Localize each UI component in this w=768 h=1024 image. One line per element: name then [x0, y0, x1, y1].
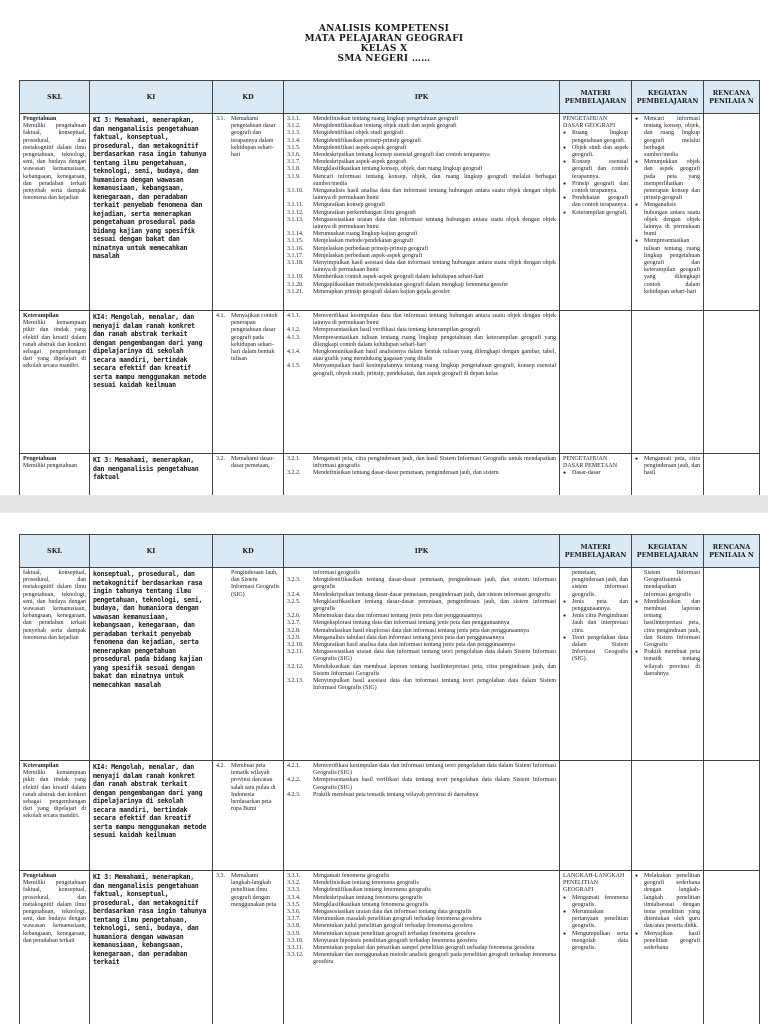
- ipk-item: [287, 130, 556, 137]
- kegiatan-cell: [632, 761, 704, 871]
- ipk-item: [287, 313, 556, 327]
- list-item: Sistem Informasi Geografisuntuk mendapatkan informasi geografis: [644, 570, 700, 598]
- ipk-item: [287, 923, 556, 930]
- ki-cell: [90, 311, 213, 454]
- ipk-text: informasi geografis: [313, 570, 360, 576]
- kegiatan-cell: [632, 871, 704, 1024]
- kd-number: 3.1.: [216, 116, 225, 122]
- kd-text: Membuat peta tematik wilayah provinsi dan/atau salah satu pulau di Indonesia berdasarkan peta rupa Bumi: [231, 763, 276, 813]
- list-item: ● Melakukan penelitian geografi sederhana dengan langkah-langkah penelitian ilmiahsesuai dengan tema penelitian yang ditentukan oleh guru dan/atau peserta didik.: [635, 873, 700, 931]
- ipk-number: 3.2.5.: [287, 598, 301, 605]
- ipk-number: [287, 570, 313, 577]
- list-item: ● Jenis peta dan penggunaannya.: [563, 599, 628, 613]
- rencana-cell: [704, 454, 760, 496]
- materi-title: PENGETAHUAN DASAR GEOGRAFI: [563, 116, 616, 130]
- skl-text: Memiliki pengetahuan: [23, 463, 78, 470]
- ipk-cell: [284, 871, 560, 1024]
- header-kegiatan: KEGIATAN PEMBELAJARAN: [632, 81, 704, 114]
- ipk-number: 3.3.10.: [287, 937, 304, 944]
- ipk-number: 3.1.15.: [287, 238, 304, 245]
- ipk-number: 3.1.14.: [287, 231, 304, 238]
- ipk-cell: [284, 761, 560, 871]
- ipk-cell: [284, 114, 560, 311]
- table-row: [20, 114, 760, 311]
- list-item: ● Mengamati peta, citra penginderaan jauh, dan hasil: [635, 456, 700, 478]
- ki-code: KI 3:: [93, 116, 112, 124]
- list-item: ● Mencari informasi tentang konsep, objek, dan ruang lingkup geografi melalui berbagai sumber/media: [635, 116, 700, 159]
- ipk-text: Menyimpulkan hasil asosiasi data dan informasi tentang hubungan antara suatu objek dengan objek lainnya di permukaan bumi: [313, 260, 556, 274]
- skl-cell: [20, 761, 90, 871]
- skl-text: Memiliki pengetahuan faktual, konseptual, prosedural, dan metakognitif dalam ilmu pengetahuan, teknologi, seni, dan budaya dengan wawasan kemanusiaan, kebangsaan, kenegaraan, dan peradaban terkait penyebab serta dampak fenomena dan kejadian: [23, 123, 86, 202]
- header-skl: SKL: [20, 81, 90, 114]
- ki-text: Memahami, menerapkan, dan menganalisis pengetahuan faktual: [93, 456, 199, 481]
- ipk-item: [287, 887, 556, 894]
- ipk-item: [287, 274, 556, 281]
- ipk-item: [287, 217, 556, 231]
- ipk-text: Mentabulasikan hasil eksplorasi data dan informasi tentang jenis peta dan penggunaannya: [313, 627, 529, 634]
- kd-text: Memahami pengetahuan dasar geografi dan terapannya dalam kehidupan sehari-hari: [231, 116, 276, 159]
- ipk-number: 3.3.12.: [287, 952, 304, 959]
- kd-cell: [213, 761, 284, 871]
- ipk-number: 4.2.2.: [287, 777, 301, 784]
- table-row: [20, 761, 760, 871]
- ipk-number: 3.1.1.: [287, 116, 301, 122]
- ki-text: Mengolah, menalar, dan menyaji dalam ranah konkret dan ranah abstrak terkait dengan pengembangan dari yang dipelajarinya di sekolah secara mandiri, bertindak secara efektif dan kreatif serta mampu menggunakan metode sesuai kaidah keilmuan: [93, 313, 207, 389]
- kegiatan-list: [635, 456, 700, 478]
- kegiatan-list: [635, 873, 700, 952]
- title-line-4: SMA NEGERI ……: [337, 54, 431, 64]
- ipk-number: 4.1.3.: [287, 334, 301, 341]
- ipk-number: 3.1.4.: [287, 137, 301, 144]
- ipk-number: 3.3.9.: [287, 930, 301, 937]
- table-header-row: [20, 81, 760, 114]
- kegiatan-list: [635, 570, 700, 678]
- table-row: [20, 454, 760, 496]
- ipk-number: 3.3.1.: [287, 873, 301, 879]
- ipk-text: Mengklasifikasikan tentang konsep, objek, dan ruang lingkup geografi: [313, 166, 483, 173]
- materi-cell: [560, 454, 632, 496]
- ipk-number: 3.2.10.: [287, 642, 304, 649]
- ipk-number: 3.2.2.: [287, 470, 301, 477]
- ipk-item: [287, 145, 556, 152]
- ipk-item: [287, 777, 556, 791]
- list-item: ● Pendekatan geografi dan contoh terapannya.: [563, 195, 628, 209]
- header-ki: KI: [90, 81, 213, 114]
- ipk-text: Menjelaskan perbedaan prinsip-prinsip geografi: [313, 245, 429, 252]
- materi-list: [563, 570, 628, 664]
- ipk-cell: [284, 568, 560, 761]
- ipk-text: Merumuskan ruang lingkup kajian geografi: [313, 231, 418, 238]
- ipk-number: 3.3.5.: [287, 901, 301, 908]
- ipk-number: 3.2.11.: [287, 649, 304, 656]
- ipk-text: Mengklasifikasikan tentang fenomena geografis: [313, 901, 429, 908]
- ipk-number: 3.3.6.: [287, 909, 301, 916]
- ipk-number: 3.3.2.: [287, 880, 301, 887]
- ipk-number: 3.2.13.: [287, 678, 304, 685]
- document-page-1: [0, 0, 768, 495]
- list-item: ● Merumuskan pertanyaan penelitian geografis.: [563, 909, 628, 931]
- ipk-number: 3.3.7.: [287, 916, 301, 923]
- title-line-2: MATA PELAJARAN GEOGRAFI: [304, 34, 464, 44]
- list-item: ● Konsep esensial geografi dan contoh terapannya.: [563, 159, 628, 181]
- ipk-text: Memverifikasi kesimpulan data dan informasi tentang hubungan antara suatu objek dengan objek lainnya di permukaan bumi: [313, 313, 556, 327]
- kd-text: Penginderaan Jauh, dan Sistem Informasi Geografis (SIG): [231, 570, 280, 598]
- ipk-text: Mendeskripsikan tentang dasar-dasar pemetaan, penginderaan jauh, dan sistem informasi geografis: [313, 591, 551, 598]
- kd-text: Memahami dasar-dasar pemetaan,: [231, 456, 275, 470]
- ipk-number: 3.1.21.: [287, 288, 304, 295]
- ipk-number: 3.1.19.: [287, 274, 304, 281]
- ipk-text: Menguraikan hasil analisa data dan informasi tentang jenis peta dan penggunaannya: [313, 642, 515, 649]
- ipk-item: [287, 577, 556, 591]
- kd-cell: [213, 568, 284, 761]
- ipk-number: 3.1.17.: [287, 252, 304, 259]
- ipk-text: Mempresentasikan tulisan tentang ruang lingkup pengetahuan dan keterampilan geografi yang dilengkapi contoh dalam kehidupan sehari-hari: [313, 334, 556, 348]
- ipk-text: Mengasosiasikan uraian data dan informasi tentang data geografis: [313, 909, 472, 916]
- ipk-number: 3.1.16.: [287, 245, 304, 252]
- ipk-text: Memberikan contoh aspek-aspek geografi dalam kehidupan sehari-hari: [313, 274, 484, 281]
- ipk-item: [287, 282, 556, 289]
- materi-list: [563, 130, 628, 216]
- ki-text: konseptual, prosedural, dan metakognitif berdasarkan rasa ingin tahunya tentang ilmu pengetahuan, teknologi, seni, budaya, dan humaniora dengan wawasan kemanusiaan, kebangsaan, kenegaraan, dan peradaban terkait penyebab fenomena dan kejadian, serta menerapkan pengetahuan prosedural pada bidang kajian yang spesifik sesuai dengan bakat dan minatnya untuk memecahkan masalah: [93, 570, 203, 689]
- rencana-cell: [704, 114, 760, 311]
- ipk-item: [287, 931, 556, 938]
- kegiatan-list: [635, 116, 700, 296]
- ipk-text: Mengasosiasikan uraian data dan informasi tentang teori pengolahan data dalam Sistem Informasi Geografis (SIG): [313, 649, 556, 663]
- skl-text: Memiliki pengetahuan faktual, konseptual, prosedural, dan metakognitif dalam ilmu pengetahuan, teknologi, seni, dan budaya dengan wawasan kemanusiaan, kebangsaan, kenegaraan, dan peradaban terkait: [23, 880, 86, 944]
- list-item: ● Menunjukkan objek dan aspek geografi pada peta yang memperlihatkan penerapan konsep dan prinsip geografi: [635, 159, 700, 202]
- ipk-number: 3.2.6.: [287, 613, 301, 620]
- ipk-text: Mengamati fenomena geografis: [313, 873, 390, 879]
- document-title: [0, 24, 768, 64]
- ki-code: KI 3:: [93, 873, 112, 881]
- header-skl: SKL: [20, 535, 90, 568]
- ipk-text: Mencari informasi tentang konsep, objek, dan ruang lingkup geografi melalui berbagai sumber/media: [313, 173, 556, 187]
- list-item: pemetaan, penginderaan jauh, dan sistem informasi geografis.: [572, 570, 628, 598]
- kd-cell: [213, 114, 284, 311]
- header-rencana: RENCANA PENILAIA N: [704, 81, 760, 114]
- header-rencana: RENCANA PENILAIA N: [704, 535, 760, 568]
- ipk-item: [287, 592, 556, 599]
- ipk-text: Mendefinisikan tentang dasar-dasar pemetaan, penginderaan jauh, dan sistem: [313, 470, 499, 477]
- ipk-item: [287, 210, 556, 217]
- ipk-text: Menguraikan konsep geografi: [313, 202, 385, 209]
- skl-cell: [20, 871, 90, 1024]
- ipk-number: 3.1.9.: [287, 173, 301, 180]
- ipk-number: 3.2.4.: [287, 591, 301, 598]
- table-row: [20, 568, 760, 761]
- ipk-text: Menyimpulkan hasil asosiasi data dan informasi tentang teori pengolahan data dalam Sistem Informasi Geografis (SIG): [313, 678, 556, 692]
- ipk-text: Mengidentifikasi objek studi geografi: [313, 130, 404, 137]
- kd-number: 3.3.: [216, 873, 225, 879]
- rencana-cell: [704, 871, 760, 1024]
- ipk-number: 3.3.4.: [287, 894, 301, 901]
- ipk-text: Menyusun hipotesis penelitian geografi terhadap fenomena geosfera: [313, 937, 477, 944]
- ipk-text: Menentukan tujuan penelitian geografi terhadap fenomena geosfera: [313, 930, 476, 937]
- ipk-cell: [284, 311, 560, 454]
- ipk-text: Menentukan judul penelitian geografi terhadap fenomena geosfera: [313, 923, 473, 930]
- skl-cell: [20, 311, 90, 454]
- skl-text: Memiliki kemampuan pikir dan tindak yang efektif dan kreatif dalam ranah abstrak dan konkret sebagai pengembangan dari yang dipelajari di sekolah secara mandiri.: [23, 770, 86, 820]
- ipk-item: [287, 335, 556, 349]
- ipk-item: [287, 599, 556, 613]
- ipk-item: [287, 253, 556, 260]
- list-item: ● Ruang lingkup pengetahuan geografi.: [563, 130, 628, 144]
- materi-title: LANGKAH-LANGKAH PENELITIAN GEOGRAFI: [563, 873, 625, 894]
- materi-list: [563, 470, 628, 477]
- ipk-item: [287, 763, 556, 777]
- skl-heading: Pengetahuan: [23, 873, 57, 879]
- ipk-item: [287, 792, 556, 799]
- ipk-text: Mengidentifikasikan tentang objek studi dan aspek geografi: [313, 123, 457, 130]
- document-page-2: [0, 513, 768, 1024]
- ipk-text: Mengidentifikasikan tentang fenomena geografis: [313, 887, 431, 894]
- ipk-item: [287, 620, 556, 627]
- ipk-item: [287, 202, 556, 209]
- kd-cell: [213, 871, 284, 1024]
- ipk-number: 3.1.20.: [287, 281, 304, 288]
- ipk-text: Menganalisis tabulasi data dan informasi tentang jenis peta dan penggunaannya: [313, 634, 505, 641]
- ipk-item: [287, 188, 556, 202]
- ki-text: Mengolah, menalar, dan menyaji dalam ranah konkret dan ranah abstrak terkait dengan pengembangan dari yang dipelajarinya di sekolah secara mandiri, bertindak secara efektif dan kreatif serta mampu menggunakan metode sesuai kaidah keilmuan: [93, 763, 207, 839]
- ki-text: Memahami, menerapkan, dan menganalisis pengetahuan faktual, konseptual, prosedural, dan metakognitif berdasarkan rasa ingin tahunya tentang ilmu pengetahuan, teknologi, seni, budaya, dan humaniora dengan wawasan kemanusiaan, kebangsaan, kenegaraan, dan peradaban terkait: [93, 873, 207, 966]
- ipk-text: Mengidentifikasikan tentang dasar-dasar pemetaan, penginderaan jauh, dan sistem informasi geografis: [313, 577, 556, 591]
- materi-cell: [560, 114, 632, 311]
- ki-cell: [90, 761, 213, 871]
- ipk-number: 4.2.3.: [287, 791, 301, 798]
- ipk-number: 3.3.3.: [287, 887, 301, 894]
- ipk-text: Mengaplikasikan metode/pendekatan geografi dalam mengkaji fenomena geosfer: [313, 281, 509, 288]
- ipk-number: 3.2.3.: [287, 577, 301, 584]
- title-line-3: KELAS X: [360, 44, 408, 54]
- ipk-number: 3.1.12.: [287, 209, 304, 216]
- ipk-text: Menerapkan prinsip geografi dalam kajian gejala geosfer: [313, 288, 450, 295]
- materi-list: [563, 895, 628, 953]
- kd-number: 4.1.: [216, 313, 225, 319]
- table-row: [20, 871, 760, 1024]
- ipk-number: 3.2.7.: [287, 620, 301, 627]
- table-row: [20, 311, 760, 454]
- ipk-text: Merumuskan masalah penelitian geografi terhadap fenomena geosfera: [313, 916, 482, 923]
- header-kd: KD: [213, 81, 284, 114]
- ipk-text: Mendeskripsikan tentang konsep esensial geografi dan contoh terapannya: [313, 152, 490, 159]
- ipk-item: [287, 260, 556, 274]
- ipk-number: 4.1.2.: [287, 327, 301, 334]
- ipk-text: Mengasosiasikan uraian data dan informasi tentang hubungan antara suatu objek dengan objek lainnya di permukaan bumi: [313, 216, 556, 231]
- ipk-number: 3.1.8.: [287, 166, 301, 173]
- ipk-text: Menemukan data dan informasi tentang jenis peta dan penggunaannya: [313, 613, 482, 620]
- ipk-number: 3.1.5.: [287, 144, 301, 151]
- list-item: ● Menganalisis hubungan antara suatu objek dengan objek lainnya di permukaan bumi: [635, 202, 700, 238]
- ipk-item: [287, 138, 556, 145]
- ipk-cell: [284, 454, 560, 496]
- kd-cell: [213, 311, 284, 454]
- kd-text: Memahami langkah-langkah penelitian ilmu geografi dengan menggunakan peta: [231, 873, 277, 908]
- ipk-text: Mengeksplorasi tentang data dan informasi tentang jenis peta dan penggunaannya: [313, 620, 510, 627]
- ipk-item: [287, 166, 556, 173]
- ki-cell: [90, 568, 213, 761]
- rencana-cell: [704, 761, 760, 871]
- ipk-number: 3.2.1.: [287, 456, 301, 462]
- ipk-text: Menyampaikan hasil kesimpulannya tentang ruang lingkup pengetahuan geografi, konsep esensial geografi, obyek studi, prinsip, pendekatan, dan aspek geografi di depan kelas: [313, 363, 556, 377]
- header-kegiatan: KEGIATAN PEMBELAJARAN: [632, 535, 704, 568]
- ki-cell: [90, 871, 213, 1024]
- ipk-item: [287, 349, 556, 363]
- rencana-cell: [704, 311, 760, 454]
- ipk-number: 3.2.12.: [287, 663, 304, 670]
- kd-number: 3.2.: [216, 456, 225, 462]
- kd-text: Menyajikan contoh penerapan pengetahuan dasar geografi pada kehidupan sehari-hari dalam bentuk tulisan: [231, 313, 278, 363]
- ipk-number: 3.3.11.: [287, 945, 304, 952]
- kegiatan-cell: [632, 311, 704, 454]
- table-header-row: [20, 535, 760, 568]
- competency-table: [19, 534, 760, 1024]
- ipk-item: [287, 628, 556, 635]
- list-item: ● Keterampilan geografi.: [563, 210, 628, 217]
- ipk-item: [287, 246, 556, 253]
- ki-text: Memahami, menerapkan, dan menganalisis pengetahuan faktual, konseptual, prosedural, dan metakognitif berdasarkan rasa ingin tahunya tentang ilmu pengetahuan, teknologi, seni, budaya, dan humaniora dengan wawasan kemanusiaan, kebangsaan, kenegaraan, dan peradaban terkait penyebab fenomena dan kejadian, serta menerapkan pengetahuan prosedural pada bidang kajian yang spesifik sesuai dengan bakat dan minatnya untuk memecahkan masalah: [93, 116, 207, 260]
- header-materi: MATERI PEMBELAJARAN: [560, 535, 632, 568]
- ki-cell: [90, 114, 213, 311]
- ipk-item: [287, 952, 556, 966]
- ipk-number: 4.1.4.: [287, 349, 301, 356]
- ipk-number: 3.1.2.: [287, 123, 301, 130]
- ipk-text: Menjelaskan perbedaan aspek-aspek geografi: [313, 252, 423, 259]
- ipk-item: [287, 895, 556, 902]
- ipk-item: [287, 327, 556, 334]
- ipk-text: Mempresentasikan hasil verifikasi data tentang keterampilan geografi: [313, 327, 481, 334]
- ipk-number: 3.1.7.: [287, 159, 301, 166]
- kegiatan-cell: [632, 568, 704, 761]
- ipk-item: [287, 289, 556, 296]
- kegiatan-cell: [632, 454, 704, 496]
- ipk-text: Mengamati peta, citra penginderaan jauh, dan hasil Sistem Informasi Geografis untuk mendapatkan informasi geografis: [313, 456, 556, 470]
- ipk-text: Mendefinisikan tentang ruang lingkup pengetahuan geografi: [313, 116, 459, 122]
- materi-cell: [560, 761, 632, 871]
- ipk-number: 3.1.13.: [287, 216, 304, 223]
- header-ki: KI: [90, 535, 213, 568]
- title-line-1: ANALISIS KOMPETENSI: [318, 24, 450, 34]
- ipk-number: 3.1.6.: [287, 152, 301, 159]
- ipk-text: Mempresentasikan hasil verifikasi data tentang teori pengolahan data dalam Sistem Informasi Geografis (SIG): [313, 777, 556, 791]
- list-item: ● Praktik membuat peta tematik tentang wilayah provinsi di daerahnya: [635, 649, 700, 678]
- ipk-text: Praktik membuat peta tematik tentang wilayah provinsi di daerahnya: [313, 791, 479, 798]
- ipk-text: Mengkomunikasikan hasil analisisnya dalam bentuk tulisan yang dilengkapi dengan gambar, tabel, atau grafik yang mendukung gagasan yang ditulis: [313, 349, 556, 363]
- list-item: ● Mengamati fenomena geografis.: [563, 895, 628, 909]
- ipk-text: Menguraikan perkembangan ilmu geografi: [313, 209, 416, 216]
- skl-heading: Keterampilan: [23, 763, 59, 769]
- ipk-number: 3.1.18.: [287, 260, 304, 267]
- ipk-item: [287, 664, 556, 678]
- skl-heading: Pengetahuan: [23, 116, 57, 122]
- kd-number: 4.2.: [216, 763, 225, 769]
- ipk-number: 4.2.1.: [287, 763, 301, 769]
- list-item: ● Menyajikan hasil penelitian geografi sederhana: [635, 931, 700, 953]
- ipk-text: Menentukan dan menggunakan metode analisis geografi pada penelitian geografi terhadap fenomena geosfera: [313, 952, 556, 966]
- ipk-text: Mengklasifikasikan tentang dasar-dasar pemetaan, penginderaan jauh, dan sistem informasi geografis: [313, 598, 556, 613]
- skl-cell: [20, 454, 90, 496]
- ipk-item: [287, 456, 556, 470]
- ipk-item: [287, 470, 556, 477]
- ipk-text: Mendiskusikan dan membuat laporan tentang hasilinterpretasi peta, citra pengindraan jauh, dan Sistem Informasi Geografis: [313, 663, 556, 677]
- ipk-number: 3.2.8.: [287, 627, 301, 634]
- header-kd: KD: [213, 535, 284, 568]
- ipk-number: 3.1.11.: [287, 202, 304, 209]
- ipk-item: [287, 238, 556, 245]
- list-item: ● Objek studi dan aspek geografi.: [563, 145, 628, 159]
- ipk-text: Mendefinisikan tentang fenomena geografis: [313, 880, 419, 887]
- skl-heading: Keterampilan: [23, 313, 59, 319]
- skl-cell: [20, 114, 90, 311]
- ipk-number: 4.1.5.: [287, 363, 301, 370]
- ipk-item: [287, 649, 556, 663]
- list-item: ● Prinsip geografi dan contoh terapannya.: [563, 181, 628, 195]
- ipk-text: Menjelaskan metode/pendekatan geografi: [313, 238, 414, 245]
- ipk-text: Menentukan populasi dan penarikan sampel penelitian geografi terhadap fenomena geosfera: [313, 945, 535, 952]
- header-ipk: IPK: [284, 81, 560, 114]
- ipk-number: 3.1.10.: [287, 188, 304, 195]
- ipk-number: 3.1.3.: [287, 130, 301, 137]
- skl-text: Memiliki kemampuan pikir dan tindak yang efektif dan kreatif dalam ranah abstrak dan konkret sebagai pengembangan dari yang dipelajari di sekolah secara mandiri.: [23, 320, 86, 370]
- skl-heading: Pengetahuan: [23, 456, 57, 462]
- ipk-text: Mendeskripsikan tentang fenomena geografis: [313, 894, 423, 901]
- rencana-cell: [704, 568, 760, 761]
- ipk-item: [287, 363, 556, 377]
- ipk-number: 3.3.8.: [287, 923, 301, 930]
- kd-cell: [213, 454, 284, 496]
- list-item: ● Mendiskusikan dan membuat laporan tentang hasilinterpretasi peta, citra pengindraan jauh, dan Sistem Informasi Geografis: [635, 599, 700, 649]
- ipk-text: Memverifikasi kesimpulan data dan informasi tentang teori pengolahan data dalam Sistem Informasi Geografis (SIG): [313, 763, 556, 777]
- ipk-text: Mengidentifikasi aspek-aspek geografi: [313, 144, 407, 151]
- list-item: ● Mengumpulkan serta mengolah data geografis.: [563, 931, 628, 953]
- ipk-number: 3.2.9.: [287, 634, 301, 641]
- materi-title: PENGETAHUAN DASAR PEMETAAN: [563, 456, 618, 470]
- list-item: ● Teori pengolahan data dalam Sistem Informasi Geografis (SIG).: [563, 635, 628, 664]
- ipk-item: [287, 938, 556, 945]
- ipk-item: [287, 174, 556, 188]
- ki-cell: [90, 454, 213, 496]
- ipk-item: [287, 902, 556, 909]
- skl-text: faktual, konseptual, prosedural, dan metakognitif dalam ilmu pengetahuan, teknologi, seni, dan budaya dengan wawasan kemanusiaan, kebangsaan, kenegaraan, dan peradaban terkait penyebab serta dampak fenomena dan kejadian: [23, 570, 86, 641]
- materi-cell: [560, 568, 632, 761]
- list-item: ● Jenis citra Pengindraan Jauh dan interpretasi citra.: [563, 613, 628, 635]
- materi-cell: [560, 871, 632, 1024]
- skl-cell: [20, 568, 90, 761]
- ipk-number: 4.1.1.: [287, 313, 301, 319]
- list-item: ● Dasar-dasar: [563, 470, 628, 477]
- header-ipk: IPK: [284, 535, 560, 568]
- ipk-text: Menganalisis hasil analisa data dan informasi tentang hubungan antara suatu objek dengan objek lainnya di permukaan bumi: [313, 188, 556, 202]
- competency-table: [19, 80, 760, 495]
- ipk-item: [287, 635, 556, 642]
- header-materi: MATERI PEMBELAJARAN: [560, 81, 632, 114]
- kegiatan-cell: [632, 114, 704, 311]
- ki-code: KI4:: [93, 313, 109, 321]
- ki-code: KI4:: [93, 763, 109, 771]
- ipk-item: [287, 678, 556, 692]
- list-item: ● Mempresentasikan tulisan tentang ruang lingkup pengetahuan geografi dan keterampilan geografi yang dilengkapi contoh dalam kehidupan sehari-hari: [635, 238, 700, 296]
- ipk-text: Mendeskripsikan aspek-aspek geografi: [313, 159, 407, 166]
- ipk-text: Mengidentifikasikan prinsip-prinsip geografi: [313, 137, 421, 144]
- materi-cell: [560, 311, 632, 454]
- ki-code: KI 3:: [93, 456, 112, 464]
